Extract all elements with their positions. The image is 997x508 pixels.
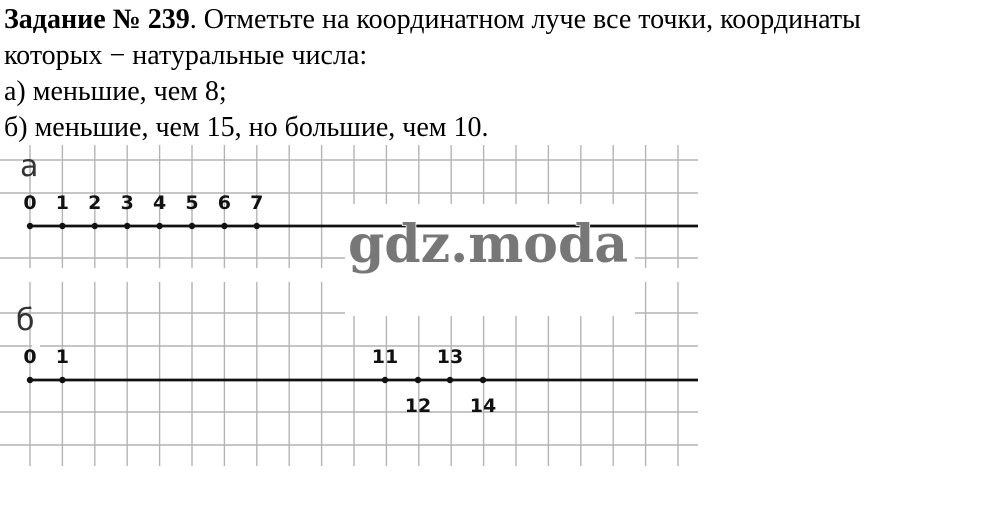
ray-a-tick-label: 4 [152,192,167,214]
ray-a-tick-label: 6 [217,192,232,214]
ray-b-tick-label: 11 [371,346,399,368]
ray-b-tick-label: 12 [404,395,432,417]
watermark-logo: gdz.moda [347,214,629,275]
ray-a-point [124,223,130,229]
ray-a-point [92,223,98,229]
ray-a-tick-label: 2 [88,192,102,214]
ray-a-point [189,223,195,229]
ray-b-point [59,377,65,383]
ray-a-tick-label: 7 [250,192,264,214]
task-item-b: б) меньшие, чем 15, но большие, чем 10. [4,112,489,143]
ray-a-tick-label: 1 [55,192,70,214]
ray-a-point [221,223,227,229]
ray-b-point [382,377,388,383]
ray-a-point [254,223,260,229]
ray-b-point [415,377,421,383]
ray-b-tick-label: 13 [436,346,464,368]
ray-b-tick-label: 0 [23,346,37,368]
ray-a-tick-label: 3 [120,192,134,214]
ray-b-point [480,377,486,383]
task-instruction: . Отметьте на координатном луче все точки, координаты [189,4,861,35]
ray-b-point [27,377,33,383]
ray-a-tick-label: 0 [23,192,37,214]
part-b-label: б [16,303,35,338]
task-number: Задание № 239 [4,4,190,35]
ray-b-point [447,377,453,383]
ray-b-tick-label: 14 [469,395,497,417]
ray-a-point [156,223,162,229]
ray-a-point [27,223,33,229]
ray-b-tick-label: 1 [55,346,70,368]
task-item-a: а) меньшие, чем 8; [4,76,227,107]
ray-a-point [59,223,65,229]
ray-a-tick-label: 5 [185,192,199,214]
task-line-2: которых − натуральные числа: [4,40,368,71]
part-a-label: а [20,149,39,184]
